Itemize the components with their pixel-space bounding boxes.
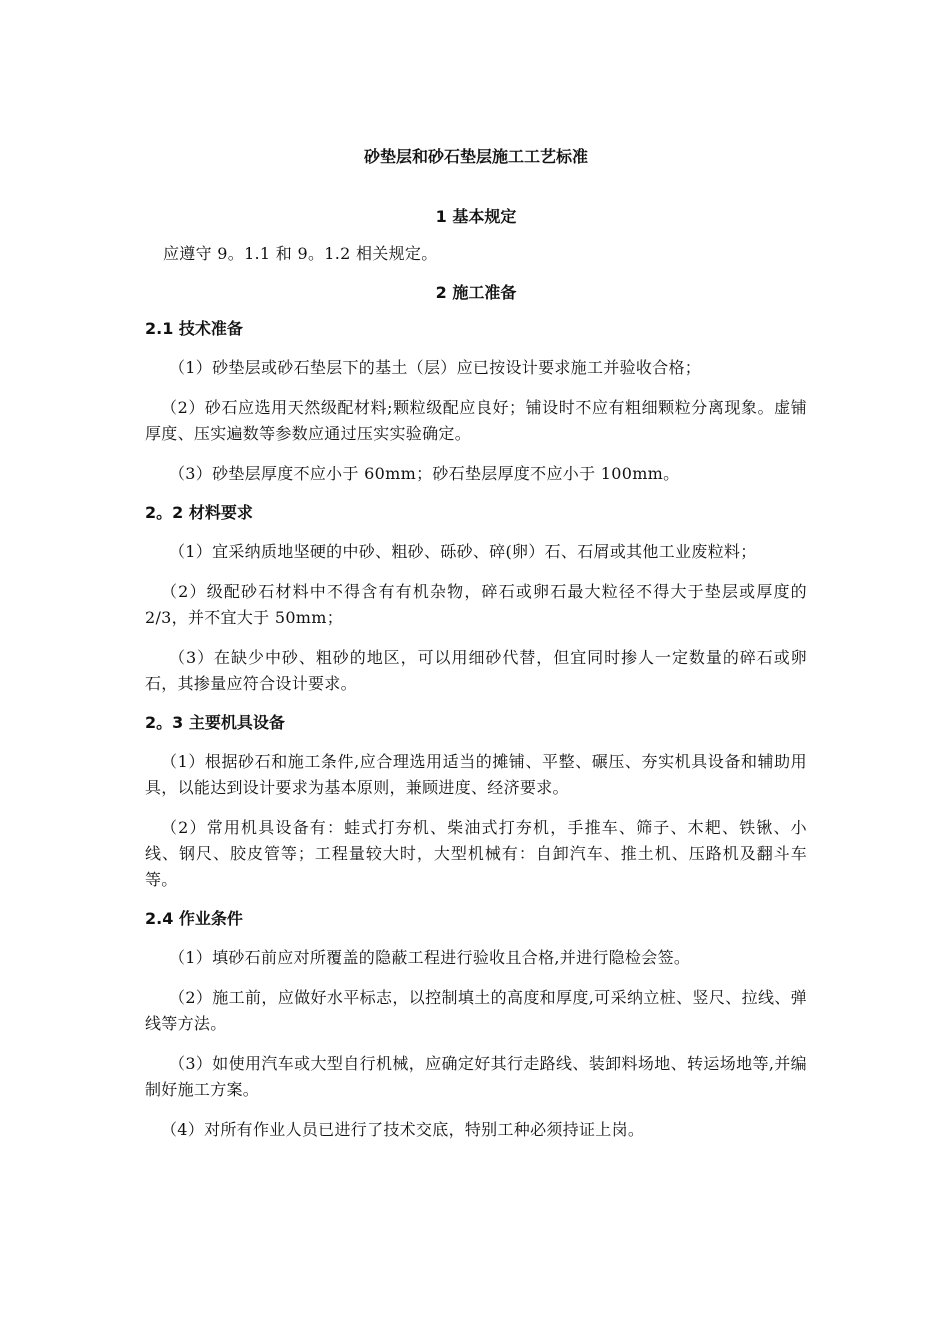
paragraph: （3）如使用汽车或大型自行机械，应确定好其行走路线、装卸料场地、转运场地等,并编制好施工方案。 [145,1054,807,1099]
paragraph: （3）在缺少中砂、粗砂的地区，可以用细砂代替，但宜同时掺人一定数量的碎石或卵石，其掺量应符合设计要求。 [145,648,807,693]
paragraph: （1）填砂石前应对所覆盖的隐蔽工程进行验收且合格,并进行隐检会签。 [169,948,691,967]
subsection-heading: 2。3 主要机具设备 [145,713,285,732]
section-heading: 2 施工准备 [435,283,517,302]
subsection-heading: 2.1 技术准备 [145,319,243,338]
paragraph: （1）根据砂石和施工条件,应合理选用适当的摊铺、平整、碾压、夯实机具设备和辅助用具，以能达到设计要求为基本原则，兼顾进度、经济要求。 [145,752,807,797]
document-title: 砂垫层和砂石垫层施工工艺标准 [363,147,588,166]
paragraph: （1）砂垫层或砂石垫层下的基土（层）应已按设计要求施工并验收合格； [169,358,702,377]
paragraph: （2）施工前，应做好水平标志，以控制填土的高度和厚度,可采纳立桩、竖尺、拉线、弹线等方法。 [145,988,807,1033]
paragraph: （2）常用机具设备有：蛙式打夯机、柴油式打夯机，手推车、筛子、木耙、铁锹、小线、钢尺、胶皮管等；工程量较大时，大型机械有：自卸汽车、推土机、压路机及翻斗车等。 [145,818,807,889]
subsection-heading: 2。2 材料要求 [145,503,253,522]
paragraph: （1）宜采纳质地坚硬的中砂、粗砂、砾砂、碎(卵）石、石屑或其他工业废粒料； [169,542,757,561]
subsection-heading: 2.4 作业条件 [145,909,243,928]
paragraph: （2）砂石应选用天然级配材料;颗粒级配应良好；铺设时不应有粗细颗粒分离现象。虚铺厚度、压实遍数等参数应通过压实实验确定。 [145,398,807,443]
document-body [145,145,807,1157]
paragraph: （3）砂垫层厚度不应小于 60mm；砂石垫层厚度不应小于 100mm。 [169,464,680,483]
paragraph: （2）级配砂石材料中不得含有有机杂物，碎石或卵石最大粒径不得大于垫层或厚度的 2/3，并不宜大于 50mm； [145,582,807,627]
section-heading: 1 基本规定 [435,207,517,226]
paragraph: 应遵守 9。1.1 和 9。1.2 相关规定。 [163,244,438,263]
paragraph: （4）对所有作业人员已进行了技术交底，特别工种必须持证上岗。 [161,1120,645,1139]
